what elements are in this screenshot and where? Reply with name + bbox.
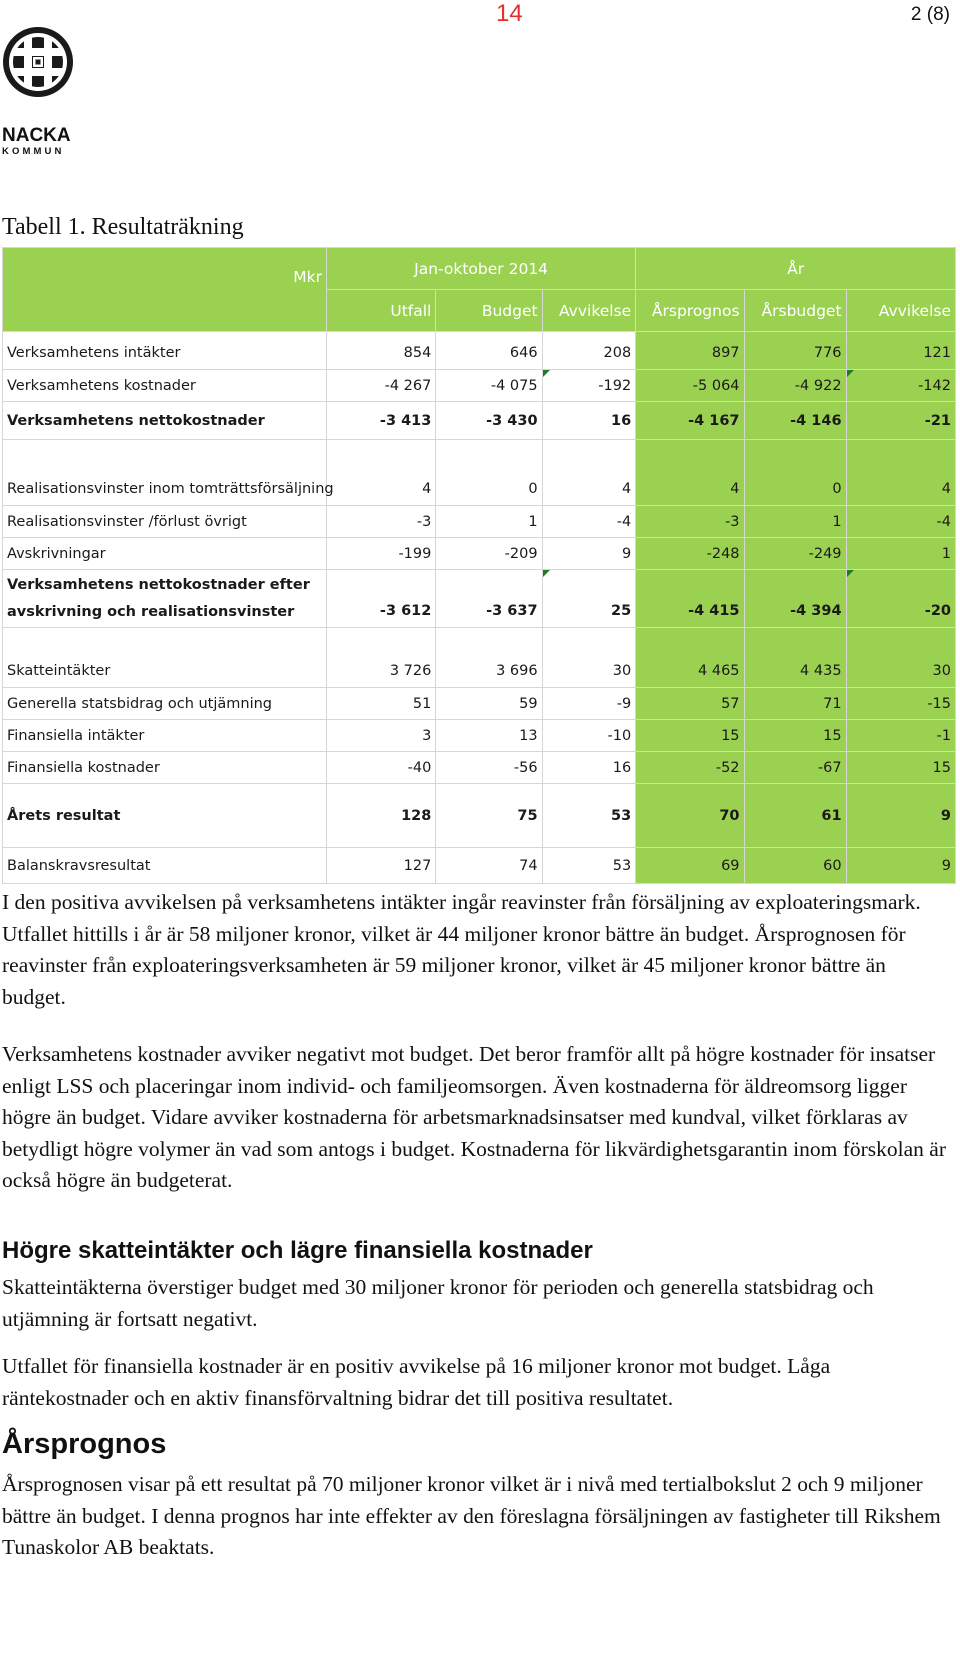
cell: 59 — [436, 688, 542, 720]
row-label: Verksamhetens intäkter — [3, 332, 327, 370]
table-row — [3, 752, 956, 784]
cell: -21 — [846, 402, 955, 440]
cell: 854 — [326, 332, 435, 370]
row-label: Balanskravsresultat — [3, 848, 327, 884]
table-row — [3, 784, 956, 848]
cell: -4 146 — [744, 402, 846, 440]
cell: 128 — [326, 784, 435, 848]
page-number: 14 — [496, 0, 523, 27]
cell: -4 922 — [744, 370, 846, 402]
cell: -1 — [846, 720, 955, 752]
row-label: Finansiella intäkter — [3, 720, 327, 752]
table-row — [3, 506, 956, 538]
column-header: Avvikelse — [542, 290, 636, 332]
row-label: Generella statsbidrag och utjämning — [3, 688, 327, 720]
row-label: Verksamhetens nettokostnader — [3, 402, 327, 440]
cell: 4 465 — [636, 628, 744, 688]
cell: -4 394 — [744, 570, 846, 628]
table-row — [3, 628, 956, 688]
cell: 53 — [542, 784, 636, 848]
cell: 61 — [744, 784, 846, 848]
table-row — [3, 538, 956, 570]
row-label: Skatteintäkter — [3, 628, 327, 688]
table-row — [3, 402, 956, 440]
table-row — [3, 570, 956, 628]
cell: 646 — [436, 332, 542, 370]
row-label: Avskrivningar — [3, 538, 327, 570]
cell: -3 430 — [436, 402, 542, 440]
nacka-kommun-logo — [0, 24, 80, 157]
column-header: Avvikelse — [846, 290, 955, 332]
cell: 51 — [326, 688, 435, 720]
cell: -9 — [542, 688, 636, 720]
cell: 776 — [744, 332, 846, 370]
cell: 3 726 — [326, 628, 435, 688]
cell: 9 — [846, 784, 955, 848]
cell: 30 — [542, 628, 636, 688]
cell: 121 — [846, 332, 955, 370]
heading-tax-revenue: Högre skatteintäkter och lägre finansiella kostnader — [2, 1237, 593, 1264]
cell: -192 — [542, 370, 636, 402]
cell: 30 — [846, 628, 955, 688]
cell: 4 435 — [744, 628, 846, 688]
cell: 1 — [744, 506, 846, 538]
column-header: Årsbudget — [744, 290, 846, 332]
cell: -4 267 — [326, 370, 435, 402]
cell: -20 — [846, 570, 955, 628]
cell: -56 — [436, 752, 542, 784]
row-label — [3, 570, 327, 628]
table-row — [3, 720, 956, 752]
nacka-emblem-icon — [0, 24, 76, 102]
cell: 70 — [636, 784, 744, 848]
row-label: Årets resultat — [3, 784, 327, 848]
row-label-line1: Verksamhetens nettokostnader efter — [7, 576, 310, 593]
cell: 71 — [744, 688, 846, 720]
cell: 897 — [636, 332, 744, 370]
cell: 15 — [744, 720, 846, 752]
table-title: Tabell 1. Resultaträkning — [2, 214, 244, 240]
paragraph-costs: Verksamhetens kostnader avviker negativt mot budget. Det beror framför allt på högre kostnader för insatser enligt LSS och placeringar inom individ- och familjeomsorgen. Även kostnaderna för äldreomsorg ligger högre än budget. Vidare avviker kostnaderna för arbetsmarknadsinsatser med kundval, vilket förklaras av betydligt högre volymer än vad som antogs i budget. Kostnaderna för likvärdighetsgarantin inom förskolan är också högre än budgeterat. — [2, 1042, 946, 1192]
paragraph-tax: Skatteintäkterna överstiger budget med 30 miljoner kronor för perioden och generella statsbidrag och utjämning är fortsatt negativt. — [2, 1275, 874, 1331]
cell: -15 — [846, 688, 955, 720]
cell: 1 — [436, 506, 542, 538]
cell: 16 — [542, 402, 636, 440]
row-label: Realisationsvinster inom tomträttsförsäljning — [3, 440, 327, 506]
cell: -4 075 — [436, 370, 542, 402]
table-row — [3, 440, 956, 506]
paragraph-annual-forecast: Årsprognosen visar på ett resultat på 70 miljoner kronor vilket är i nivå med tertialbokslut 2 och 9 miljoner bättre än budget. I denna prognos har inte effekter av den föreslagna försäljningen av fastigheter till Rikshem Tunaskolor AB beaktats. — [2, 1472, 941, 1559]
logo-name: NACKA — [2, 125, 71, 146]
table-group-header-row — [3, 248, 956, 290]
cell: -4 415 — [636, 570, 744, 628]
cell: 0 — [744, 440, 846, 506]
row-label-line2: avskrivning och realisationsvinster — [7, 603, 295, 620]
cell: 4 — [846, 440, 955, 506]
cell: -40 — [326, 752, 435, 784]
page-count: 2 (8) — [910, 4, 950, 25]
cell: -249 — [744, 538, 846, 570]
cell: -3 637 — [436, 570, 542, 628]
cell: 13 — [436, 720, 542, 752]
income-statement-table — [2, 247, 956, 884]
table-row — [3, 848, 956, 884]
cell: -3 — [636, 506, 744, 538]
cell: 3 696 — [436, 628, 542, 688]
cell: 16 — [542, 752, 636, 784]
table-row — [3, 332, 956, 370]
cell: -142 — [846, 370, 955, 402]
row-label: Realisationsvinster /förlust övrigt — [3, 506, 327, 538]
cell: -3 — [326, 506, 435, 538]
logo-subtitle: KOMMUN — [2, 146, 65, 157]
cell: -199 — [326, 538, 435, 570]
group-header-year: År — [636, 248, 956, 290]
column-header: Budget — [436, 290, 542, 332]
cell: 25 — [542, 570, 636, 628]
paragraph-financial-costs: Utfallet för finansiella kostnader är en positiv avvikelse på 16 miljoner kronor mot budget. Låga räntekostnader och en aktiv finansförvaltning bidrar det till positiva resultatet. — [2, 1354, 831, 1410]
cell: 75 — [436, 784, 542, 848]
column-header: Årsprognos — [636, 290, 744, 332]
cell: -4 167 — [636, 402, 744, 440]
cell: 4 — [542, 440, 636, 506]
table-row — [3, 688, 956, 720]
cell: 15 — [846, 752, 955, 784]
cell: -10 — [542, 720, 636, 752]
cell: 3 — [326, 720, 435, 752]
cell: 60 — [744, 848, 846, 884]
cell: -3 612 — [326, 570, 435, 628]
cell: -5 064 — [636, 370, 744, 402]
unit-label: Mkr — [3, 248, 327, 332]
cell: 74 — [436, 848, 542, 884]
cell: 1 — [846, 538, 955, 570]
heading-annual-forecast: Årsprognos — [2, 1428, 167, 1460]
cell: -52 — [636, 752, 744, 784]
cell: 15 — [636, 720, 744, 752]
cell: 53 — [542, 848, 636, 884]
cell: -4 — [542, 506, 636, 538]
cell: -209 — [436, 538, 542, 570]
table-row — [3, 370, 956, 402]
cell: 9 — [846, 848, 955, 884]
column-header: Utfall — [326, 290, 435, 332]
group-header-period: Jan-oktober 2014 — [326, 248, 635, 290]
cell: -4 — [846, 506, 955, 538]
cell: 4 — [636, 440, 744, 506]
cell: -67 — [744, 752, 846, 784]
paragraph-revenue: I den positiva avvikelsen på verksamhetens intäkter ingår reavinster från försäljning av exploateringsmark. Utfallet hittills i år är 58 miljoner kronor, vilket är 44 miljoner kronor bättre än budget. Årsprognosen för reavinster från exploateringsverksamheten är 59 miljoner kronor, vilket är 45 miljoner kronor bättre än budget. — [2, 890, 921, 1009]
row-label: Verksamhetens kostnader — [3, 370, 327, 402]
cell: 0 — [436, 440, 542, 506]
cell: -248 — [636, 538, 744, 570]
cell: 69 — [636, 848, 744, 884]
cell: 208 — [542, 332, 636, 370]
row-label: Finansiella kostnader — [3, 752, 327, 784]
cell: 57 — [636, 688, 744, 720]
cell: 4 — [326, 440, 435, 506]
cell: -3 413 — [326, 402, 435, 440]
cell: 127 — [326, 848, 435, 884]
cell: 9 — [542, 538, 636, 570]
